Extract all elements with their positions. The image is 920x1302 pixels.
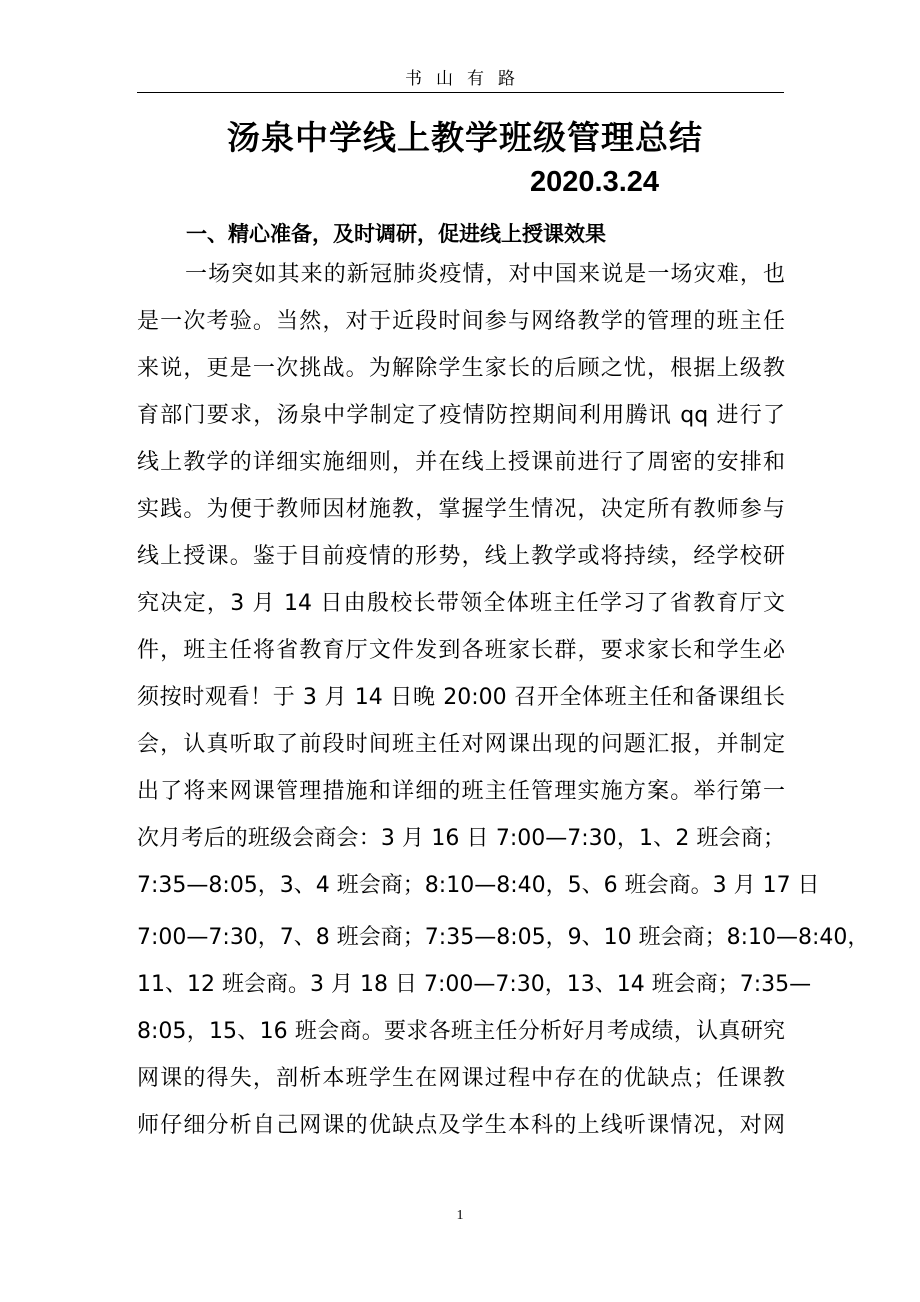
paragraph-line: 线上教学的详细实施细则，并在线上授课前进行了周密的安排和	[137, 450, 785, 475]
running-header: 书山有路	[405, 69, 529, 89]
paragraph-line: 育部门要求，汤泉中学制定了疫情防控期间利用腾讯 qq 进行了	[137, 403, 785, 428]
paragraph-line: 究决定，3 月 14 日由殷校长带领全体班主任学习了省教育厅文	[137, 591, 785, 616]
document-title: 汤泉中学线上教学班级管理总结	[227, 118, 703, 157]
document-date: 2020.3.24	[530, 166, 660, 198]
paragraph-line: 线上授课。鉴于目前疫情的形势，线上教学或将持续，经学校研	[137, 544, 785, 569]
paragraph-line: 件，班主任将省教育厅文件发到各班家长群，要求家长和学生必	[137, 638, 785, 663]
paragraph-line: 7:35—8:05，3、4 班会商；8:10—8:40，5、6 班会商。3 月 17 日	[137, 873, 820, 898]
paragraph-line: 网课的得失，剖析本班学生在网课过程中存在的优缺点；任课教	[137, 1066, 785, 1091]
header-divider	[137, 92, 784, 93]
paragraph-line: 一场突如其来的新冠肺炎疫情，对中国来说是一场灾难，也	[185, 262, 785, 287]
paragraph-line: 11、12 班会商。3 月 18 日 7:00—7:30，13、14 班会商；7:35—	[137, 972, 812, 997]
paragraph-line: 8:05，15、16 班会商。要求各班主任分析好月考成绩，认真研究	[137, 1019, 785, 1044]
paragraph-line: 7:00—7:30，7、8 班会商；7:35—8:05，9、10 班会商；8:10—8:40，	[137, 925, 870, 950]
paragraph-line: 须按时观看！于 3 月 14 日晚 20:00 召开全体班主任和备课组长	[137, 685, 785, 710]
page-number: 1	[456, 1208, 464, 1223]
paragraph-line: 次月考后的班级会商会：3 月 16 日 7:00—7:30，1、2 班会商；	[137, 826, 785, 851]
paragraph-line: 来说，更是一次挑战。为解除学生家长的后顾之忧，根据上级教	[137, 356, 785, 381]
paragraph-line: 是一次考验。当然，对于近段时间参与网络教学的管理的班主任	[137, 309, 785, 334]
paragraph-line: 师仔细分析自己网课的优缺点及学生本科的上线听课情况，对网	[137, 1113, 785, 1138]
paragraph-line: 会，认真听取了前段时间班主任对网课出现的问题汇报，并制定	[137, 732, 785, 757]
body-text	[137, 251, 870, 1149]
paragraph-line: 出了将来网课管理措施和详细的班主任管理实施方案。举行第一	[137, 779, 785, 804]
paragraph-line: 实践。为便于教师因材施教，掌握学生情况，决定所有教师参与	[137, 497, 785, 522]
section-heading: 一、精心准备，及时调研，促进线上授课效果	[186, 222, 606, 246]
